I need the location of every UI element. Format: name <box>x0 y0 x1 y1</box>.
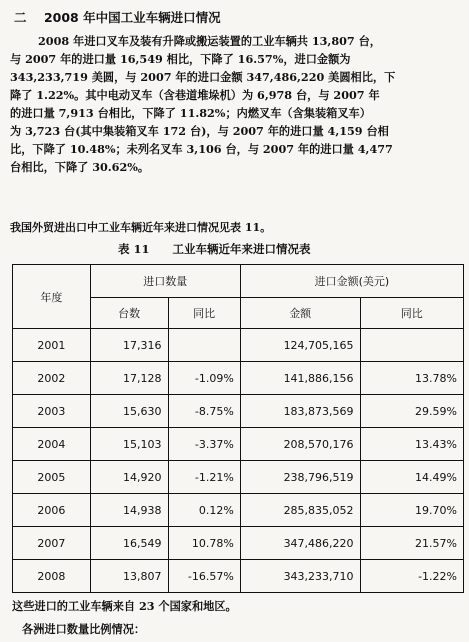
cell-qty: 14,938 <box>90 494 168 527</box>
cell-year: 2001 <box>13 329 91 362</box>
cell-year: 2007 <box>13 527 91 560</box>
cell-amount: 238,796,519 <box>240 461 360 494</box>
cell-yoy-qty: -1.21% <box>168 461 240 494</box>
cell-year: 2002 <box>13 362 91 395</box>
cell-yoy-qty: 0.12% <box>168 494 240 527</box>
cell-yoy-amt: 13.78% <box>360 362 463 395</box>
header-units: 台数 <box>90 298 168 329</box>
table-row <box>13 329 464 362</box>
cell-year: 2006 <box>13 494 91 527</box>
section-title: 2008 年中国工业车辆进口情况 <box>43 10 221 25</box>
cell-qty: 16,549 <box>90 527 168 560</box>
cell-qty: 14,920 <box>90 461 168 494</box>
cell-year: 2008 <box>13 560 91 593</box>
section-heading <box>14 8 221 26</box>
import-table <box>12 264 464 593</box>
table-caption: 表 11 工业车辆近年来进口情况表 <box>118 242 311 256</box>
cell-amount: 208,570,176 <box>240 428 360 461</box>
header-year: 年度 <box>13 265 91 329</box>
footer-line-continents: 各洲进口数量比例情况： <box>22 622 146 636</box>
cell-yoy-amt: 19.70% <box>360 494 463 527</box>
cell-yoy-amt: -1.22% <box>360 560 463 593</box>
cell-yoy-qty: -1.09% <box>168 362 240 395</box>
body-paragraph <box>10 32 460 176</box>
table-row <box>13 395 464 428</box>
cell-qty: 13,807 <box>90 560 168 593</box>
cell-qty: 15,103 <box>90 428 168 461</box>
cell-amount: 183,873,569 <box>240 395 360 428</box>
table-row <box>13 362 464 395</box>
paragraph-line: 的进口量 7,913 台相比，下降了 11.82%；内燃叉车（含集装箱叉车） <box>10 106 371 120</box>
cell-yoy-amt: 14.49% <box>360 461 463 494</box>
cell-yoy-qty: -16.57% <box>168 560 240 593</box>
cell-yoy-amt: 29.59% <box>360 395 463 428</box>
cell-yoy-qty: 10.78% <box>168 527 240 560</box>
cell-yoy-amt: 13.43% <box>360 428 463 461</box>
cell-amount: 285,835,052 <box>240 494 360 527</box>
cell-yoy-amt: 21.57% <box>360 527 463 560</box>
footer-line-countries: 这些进口的工业车辆来自 23 个国家和地区。 <box>12 599 237 613</box>
cell-yoy-amt <box>360 329 463 362</box>
paragraph-line: 为 3,723 台(其中集装箱叉车 172 台)，与 2007 年的进口量 4,159 台相 <box>10 124 389 138</box>
cell-amount: 141,886,156 <box>240 362 360 395</box>
paragraph-line: 343,233,719 美圆，与 2007 年的进口金额 347,486,220 美圆相比，下 <box>10 70 396 84</box>
table-row <box>13 428 464 461</box>
cell-amount: 347,486,220 <box>240 527 360 560</box>
paragraph-line: 2008 年进口叉车及装有升降或搬运装置的工业车辆共 13,807 台， <box>38 34 381 48</box>
table-row <box>13 560 464 593</box>
cell-yoy-qty <box>168 329 240 362</box>
table-intro: 我国外贸进出口中工业车辆近年来进口情况见表 11。 <box>10 221 272 234</box>
cell-qty: 17,128 <box>90 362 168 395</box>
cell-yoy-qty: -3.37% <box>168 428 240 461</box>
paragraph-line: 降了 1.22%。其中电动叉车（含巷道堆垛机）为 6,978 台，与 2007 年 <box>10 88 380 102</box>
cell-year: 2005 <box>13 461 91 494</box>
cell-amount: 124,705,165 <box>240 329 360 362</box>
cell-qty: 17,316 <box>90 329 168 362</box>
header-yoy-qty: 同比 <box>168 298 240 329</box>
cell-year: 2004 <box>13 428 91 461</box>
cell-qty: 15,630 <box>90 395 168 428</box>
table-row <box>13 494 464 527</box>
paragraph-line: 与 2007 年的进口量 16,549 相比，下降了 16.57%，进口金额为 <box>10 52 351 66</box>
paragraph-line: 台相比，下降了 30.62%。 <box>10 160 150 174</box>
table-row <box>13 461 464 494</box>
cell-year: 2003 <box>13 395 91 428</box>
cell-yoy-qty: -8.75% <box>168 395 240 428</box>
cell-amount: 343,233,710 <box>240 560 360 593</box>
header-amt-group: 进口金额(美元) <box>240 265 463 298</box>
header-yoy-amt: 同比 <box>360 298 463 329</box>
header-qty-group: 进口数量 <box>90 265 240 298</box>
paragraph-line: 比，下降了 10.48%；未列名叉车 3,106 台，与 2007 年的进口量 4,477 <box>10 142 393 156</box>
header-amount: 金额 <box>240 298 360 329</box>
section-number: 二 <box>14 10 27 25</box>
table-header-row <box>13 265 464 298</box>
table-row <box>13 527 464 560</box>
